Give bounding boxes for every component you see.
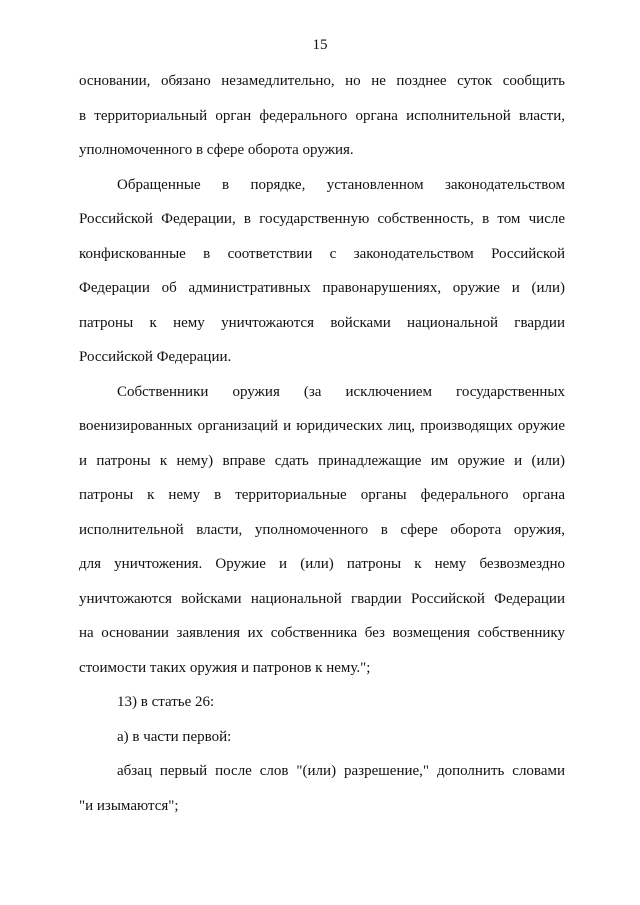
text-line: на основании заявления их собственника без возмещения собственнику bbox=[79, 625, 565, 641]
text-line: Российской Федерации. bbox=[79, 349, 232, 365]
text-line: конфискованные в соответствии с законодательством Российской bbox=[79, 245, 565, 262]
paragraph-confiscated-weapons bbox=[79, 168, 565, 375]
text-line: 13) в статье 26: bbox=[117, 694, 215, 710]
paragraph-owners-surrender bbox=[79, 375, 565, 686]
paragraph-amendment-text bbox=[79, 754, 565, 823]
text-line: военизированных организаций и юридических лиц, производящих оружие bbox=[79, 418, 565, 434]
text-line: патроны к нему в территориальные органы федерального органа bbox=[79, 487, 565, 503]
paragraph-continuation bbox=[79, 64, 565, 168]
text-line: исполнительной власти, уполномоченного в сфере оборота оружия, bbox=[79, 521, 565, 538]
text-line: уполномоченного в сфере оборота оружия. bbox=[79, 142, 354, 158]
paragraph-subitem-a bbox=[79, 720, 565, 755]
text-line: стоимости таких оружия и патронов к нему."; bbox=[79, 659, 371, 676]
text-line: и патроны к нему) вправе сдать принадлежащие им оружие и (или) bbox=[79, 452, 565, 469]
text-line: уничтожаются войсками национальной гвардии Российской Федерации bbox=[79, 590, 565, 607]
text-line: патроны к нему уничтожаются войсками национальной гвардии bbox=[79, 314, 565, 331]
text-line: Собственники оружия (за исключением государственных bbox=[117, 383, 565, 400]
paragraph-item-13 bbox=[79, 685, 565, 720]
text-line: а) в части первой: bbox=[117, 728, 232, 745]
page-number: 15 bbox=[312, 37, 328, 53]
text-line: Российской Федерации, в государственную собственность, в том числе bbox=[79, 211, 565, 227]
text-line: абзац первый после слов "(или) разрешение," дополнить словами bbox=[117, 763, 565, 779]
text-line: "и изымаются"; bbox=[79, 797, 179, 814]
text-line: Федерации об административных правонарушениях, оружие и (или) bbox=[79, 280, 565, 296]
document-body bbox=[79, 64, 565, 823]
text-line: для уничтожения. Оружие и (или) патроны к нему безвозмездно bbox=[79, 556, 565, 572]
text-line: Обращенные в порядке, установленном законодательством bbox=[117, 176, 565, 193]
text-line: в территориальный орган федерального органа исполнительной власти, bbox=[79, 107, 565, 124]
text-line: основании, обязано незамедлительно, но не позднее суток сообщить bbox=[79, 73, 565, 89]
